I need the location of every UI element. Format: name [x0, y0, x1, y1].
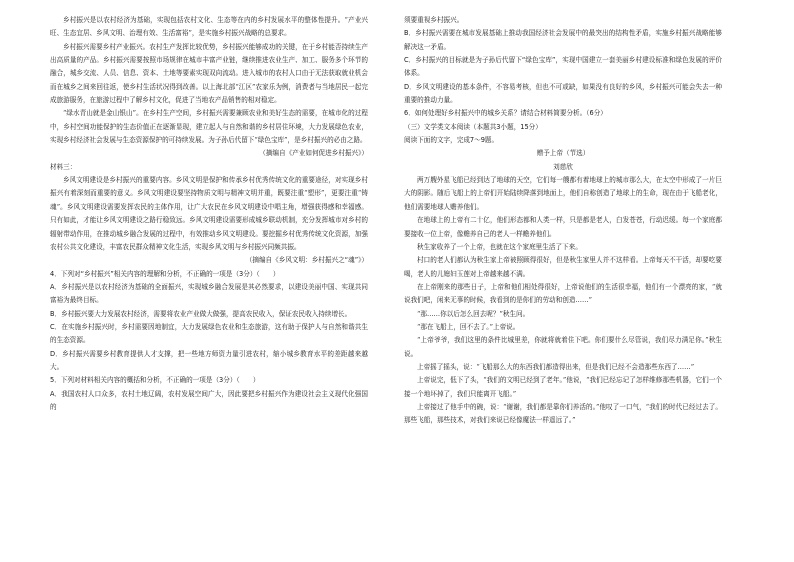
question-5: 5．下列对材料相关内容的概括和分析，不正确的一项是（3分）（ ） [50, 376, 260, 385]
story-paragraph: 村口的老人们都认为秋生家上帝被照顾得很好，但是秋生家里人并不这样看。上帝每天不干活，却要吃要喝，老人的儿媳妇玉莲对上帝越来越不满。 [404, 256, 722, 278]
left-column [50, 14, 368, 414]
story-paragraph: 上帝接过了他手中的碗，说：“谢谢，我们都是靠你们养活的。”他叹了一口气，“我们的时代已经过去了。那些飞船，那些技术，对我们来说已经像魔法一样遥远了。” [404, 402, 722, 425]
question-4: 4．下列对“乡村振兴”相关内容的理解和分析，不正确的一项是（3分）（ ） [50, 269, 280, 278]
story-paragraph: “那……你以后怎么回去呢？”秋生问。 [417, 309, 530, 318]
story-paragraph: 在上帝刚来的那些日子，上帝和他们相处得很好，上帝说他们的生活很幸福，他们有一个漂亮的家，“就说我们吧，闲来无事的时候，我看到的是你们的劳动和创造……” [404, 282, 722, 305]
story-title: 赠予上帝（节选） [536, 149, 590, 158]
option-d: D．乡村振兴需要乡村教育提供人才支撑，把一些地方师资力量引进农村，缩小城乡教育水平的差距越来越大。 [50, 349, 368, 371]
option-b: B．乡村振兴要大力发展农村经济，需要将农业产业做大做强，提高农民收入，保证农民收入持续增长。 [50, 309, 352, 318]
right-column [404, 14, 722, 428]
story-paragraph: 在地球上的上帝有二十亿，他们形态都和人类一样，只是都是老人，白发苍苍，行动迟缓。每一个家庭都要接收一位上帝，像赡养自己的老人一样赡养他们。 [404, 216, 722, 238]
option-c: C．在实施乡村振兴时，乡村需要因地制宜，大力发展绿色农业和生态旅游，这有助于保护人与自然和谐共生的生态资源。 [50, 322, 368, 345]
story-paragraph: “那在飞船上，回不去了。”上帝说。 [417, 322, 520, 331]
story-paragraph: 上帝说完，低下了头，“我们的文明已经到了老年。”他说，“我们已经忘记了怎样维修那些机器，它们一个接一个地坏掉了，我们只能离开飞船。” [404, 376, 722, 398]
story-paragraph: 秋生家收养了一个上帝，也就在这个家庭里生活了下来。 [417, 242, 582, 251]
source-note: （摘编自《产业如何促进乡村振兴》） [259, 149, 368, 158]
passage-paragraph: “绿水青山就是金山银山”。在乡村生产空间，乡村振兴需要兼顾农业和美好生态的需要，在城市化的过程中，乡村空间功能保护的生态价值正在逐渐显现，建立起人与自然和谐的乡村居住环境，大力发展绿色农业，实现乡村经济社会发展与生态资源保护的可持续发展。为子孙后代留下“绿色宝库”，是乡村振兴的必由之路。 [50, 109, 368, 145]
source-note: （摘编自《乡风文明：乡村振兴之“魂”》） [245, 256, 368, 265]
question-6: 6．如何处理好乡村振兴中的城乡关系？请结合材料简要分析。（6分） [404, 109, 607, 118]
passage-paragraph: 乡风文明建设是乡村振兴的重要内容。乡风文明是保护和传承乡村优秀传统文化的重要途径，对实现乡村振兴有着深刻而重要的意义。乡风文明建设要坚持物质文明与精神文明并重，既要注重“塑形”，更要注重“铸魂”。乡风文明建设需要发挥农民的主体作用，让广大农民在乡风文明建设中唱主角，增强获得感和幸福感。只有如此，才能让乡风文明建设之路行稳致远。乡风文明建设需要形成城乡联动机制，充分发挥城市对乡村的辐射带动作用，在推动城乡融合发展的过程中，有效推动乡风文明建设。要挖掘乡村优秀传统文化资源，加强农村公共文化建设，丰富农民群众精神文化生活，实现乡风文明与乡村振兴同频共振。 [50, 176, 368, 251]
option-d: D．乡风文明建设的基本条件，不容易考核，但也不可或缺，如果没有良好的乡风，乡村振兴可能会失去一种重要的推动力量。 [404, 82, 722, 105]
passage-paragraph: 乡村振兴是以农村经济为基础，实现包括农村文化、生态等在内的乡村发展水平的整体性提升。“产业兴旺、生态宜居、乡风文明、治理有效、生活富裕”，是实施乡村振兴战略的总要求。 [50, 16, 368, 38]
option-continued: 须要重视乡村振兴。 [404, 16, 464, 24]
instruction: 阅读下面的文字，完成7～9题。 [404, 136, 499, 145]
option-c: C．乡村振兴的目标就是为子孙后代留下“绿色宝库”，实现中国建立一套美丽乡村建设标准和绿色发展的评价体系。 [404, 56, 722, 78]
section-heading: （三）文学类文本阅读（本题共3小题，15分） [404, 122, 542, 131]
material-heading: 材料三： [50, 162, 77, 171]
option-a: A．我国农村人口众多，农村土地辽阔，农村发展空间广大，因此要把乡村振兴作为建设社会主义现代化强国的 [50, 389, 368, 411]
story-paragraph: “上帝爷爷，我们这里的条件比城里差，你就将就着住下吧。你们要什么尽管说，我们尽力满足你。”秋生说。 [404, 336, 722, 358]
passage-paragraph: 乡村振兴需要乡村产业振兴。农村生产发挥比较优势，乡村振兴能够成功的关键，在于乡村能否持续生产出高质量的产品。乡村振兴需要按照市场规律在城市丰富产业链，继续推进农业生产、加工、服务多个环节的融合，城乡交流、人员、信息、资本、土地等要素实现双向流动。进入城市的农村人口由于无法获取就业机会而在城乡之间来回往返，使乡村生活状况得到改善。以上海北部“江区”农家乐为例，消费者与当地居民一起完成旅游服务，在旅游过程中了解乡村文化，促进了当地农产品销售的相对稳定。 [50, 42, 368, 105]
story-author: 刘慈欣 [553, 162, 573, 171]
story-paragraph: 两万艘外星飞船已经到达了地球的天空，它们每一艘都有着地球上的城市那么大，在太空中形成了一片巨大的阴影。随后飞船上的上帝们开始陆续降落到地面上，他们自称创造了地球上的生命，现在由于飞船老化，他们需要地球人赡养他们。 [404, 176, 722, 211]
option-b: B．乡村振兴需要在城市发展基础上推动我国经济社会发展中的最突出的结构性矛盾，实施乡村振兴战略能够解决这一矛盾。 [404, 29, 722, 51]
story-paragraph: 上帝摇了摇头，说：“飞船那么大的东西我们都造得出来，但是我们已经不会造那些东西了……” [417, 362, 695, 371]
option-a: A．乡村振兴是以农村经济为基础的全面振兴，实现城乡融合发展是其必然要求，以建设美丽中国、实现共同富裕为最终目标。 [50, 282, 368, 305]
